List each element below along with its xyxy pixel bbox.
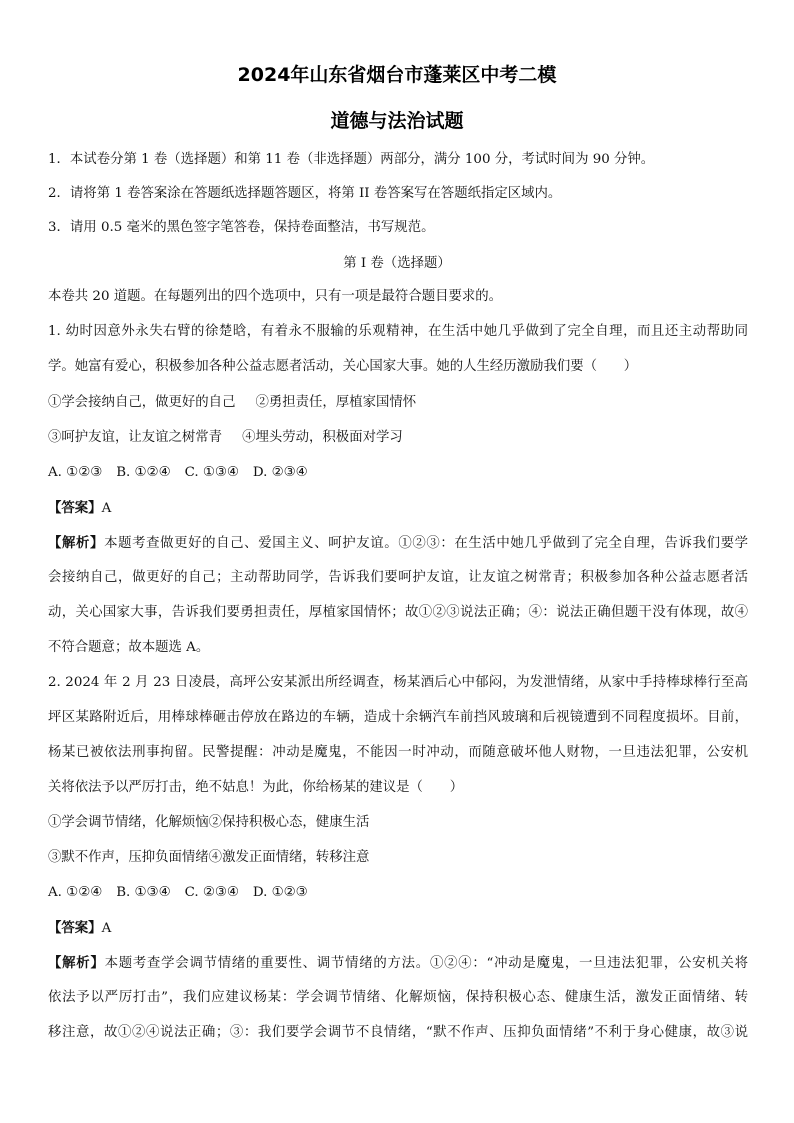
q2-statements-row-2: ③默不作声，压抑负面情绪④激发正面情绪，转移注意 <box>48 850 370 865</box>
q2-analysis-line-1 <box>48 953 748 974</box>
q1-analysis-line-1 <box>48 533 748 554</box>
q2-stem-line-2: 坪区某路附近后，用棒球棒砸击停放在路边的车辆，造成十余辆汽车前挡风玻璃和后视镜遭到不同程度损坏。目前， <box>48 710 748 725</box>
q1-statements-row-2 <box>48 428 403 448</box>
q1-analysis-text-1: 本题考查做更好的自己、爱国主义、呵护友谊。①②③：在生活中她几乎做到了完全自理，告诉我们要学 <box>104 536 749 551</box>
q1-statement-4: ④埋头劳动，积极面对学习 <box>242 430 403 445</box>
q1-analysis-line-3: 动，关心国家大事，告诉我们要勇担责任，厚植家国情怀；故①②③说法正确；④：说法正确但题干没有体现，故④ <box>48 605 748 620</box>
q2-stem-line-3: 杨某已被依法刑事拘留。民警提醒：冲动是魔鬼，不能因一时冲动，而随意破坏他人财物，一旦违法犯罪，公安机 <box>48 745 748 760</box>
instruction-1: 1．本试卷分第 1 卷（选择题）和第 11 卷（非选择题）两部分，满分 100 分，考试时间为 90 分钟。 <box>48 152 655 167</box>
exam-subject: 道德与法治试题 <box>330 110 464 132</box>
q1-stem-line-1: 1. 幼时因意外永失右臂的徐楚晗，有着永不服输的乐观精神，在生活中她几乎做到了完全自理，而且还主动帮助同 <box>48 324 748 339</box>
q1-answer <box>48 498 111 519</box>
q1-options <box>48 463 308 483</box>
q2-answer <box>48 918 111 939</box>
q2-option-c: C. ②③④ <box>184 885 239 900</box>
instruction-3: 3．请用 0.5 毫米的黑色签字笔答卷，保持卷面整洁，书写规范。 <box>48 220 435 235</box>
q1-statement-2: ②勇担责任，厚植家国情怀 <box>255 395 417 410</box>
q2-option-d: D. ①②③ <box>252 885 308 900</box>
q2-analysis-line-3: 移注意，故①②④说法正确；③：我们要学会调节不良情绪，“默不作声、压抑负面情绪”不利于身心健康，故③说 <box>48 1025 748 1040</box>
q1-analysis-label: 【解析】 <box>48 535 105 551</box>
q2-analysis-text-1: 本题考查学会调节情绪的重要性、调节情绪的方法。①②④：“冲动是魔鬼，一旦违法犯罪，公安机关将 <box>104 956 749 971</box>
section-heading: 第 I 卷（选择题） <box>343 256 451 271</box>
exam-title: 2024年山东省烟台市蓬莱区中考二模 <box>237 64 557 86</box>
q2-answer-label: 【答案】 <box>48 920 102 936</box>
q2-options <box>48 883 308 903</box>
q2-answer-value: A <box>101 921 112 936</box>
instruction-2: 2．请将第 1 卷答案涂在答题纸选择题答题区，将第 II 卷答案写在答题纸指定区域内。 <box>48 186 562 201</box>
q1-option-d: D. ②③④ <box>252 465 308 480</box>
q1-statements-row-1 <box>48 393 416 413</box>
q1-analysis-line-2: 会接纳自己，做更好的自己；主动帮助同学，告诉我们要呵护友谊，让友谊之树常青；积极参加各种公益志愿者活 <box>48 570 748 585</box>
q2-analysis-label: 【解析】 <box>48 955 105 971</box>
q1-option-c: C. ①③④ <box>184 465 239 480</box>
q1-analysis-line-4: 不符合题意；故本题选 A。 <box>48 640 210 655</box>
q2-stem-line-1: 2. 2024 年 2 月 23 日凌晨，高坪公安某派出所经调查，杨某酒后心中郁闷，为发泄情绪，从家中手持棒球棒行至高 <box>48 675 748 690</box>
q2-option-a: A. ①②④ <box>48 885 103 900</box>
q1-statement-1: ①学会接纳自己，做更好的自己 <box>48 395 236 410</box>
q1-option-b: B. ①②④ <box>116 465 171 480</box>
q2-analysis-line-2: 依法予以严厉打击”，我们应建议杨某：学会调节情绪、化解烦恼，保持积极心态、健康生活，激发正面情绪、转 <box>48 990 748 1005</box>
section-intro: 本卷共 20 道题。在每题列出的四个选项中，只有一项是最符合题目要求的。 <box>48 289 503 304</box>
q2-stem-line-4: 关将依法予以严厉打击，绝不姑息！为此，你给杨某的建议是（ ） <box>48 780 464 795</box>
q2-statements-row-1: ①学会调节情绪，化解烦恼②保持积极心态，健康生活 <box>48 815 370 830</box>
q1-stem-line-2: 学。她富有爱心，积极参加各种公益志愿者活动，关心国家大事。她的人生经历激励我们要（ ） <box>48 359 638 374</box>
q1-answer-value: A <box>101 501 112 516</box>
q1-answer-label: 【答案】 <box>48 500 102 516</box>
q2-option-b: B. ①③④ <box>116 885 171 900</box>
q1-statement-3: ③呵护友谊，让友谊之树常青 <box>48 430 223 445</box>
q1-option-a: A. ①②③ <box>48 465 103 480</box>
